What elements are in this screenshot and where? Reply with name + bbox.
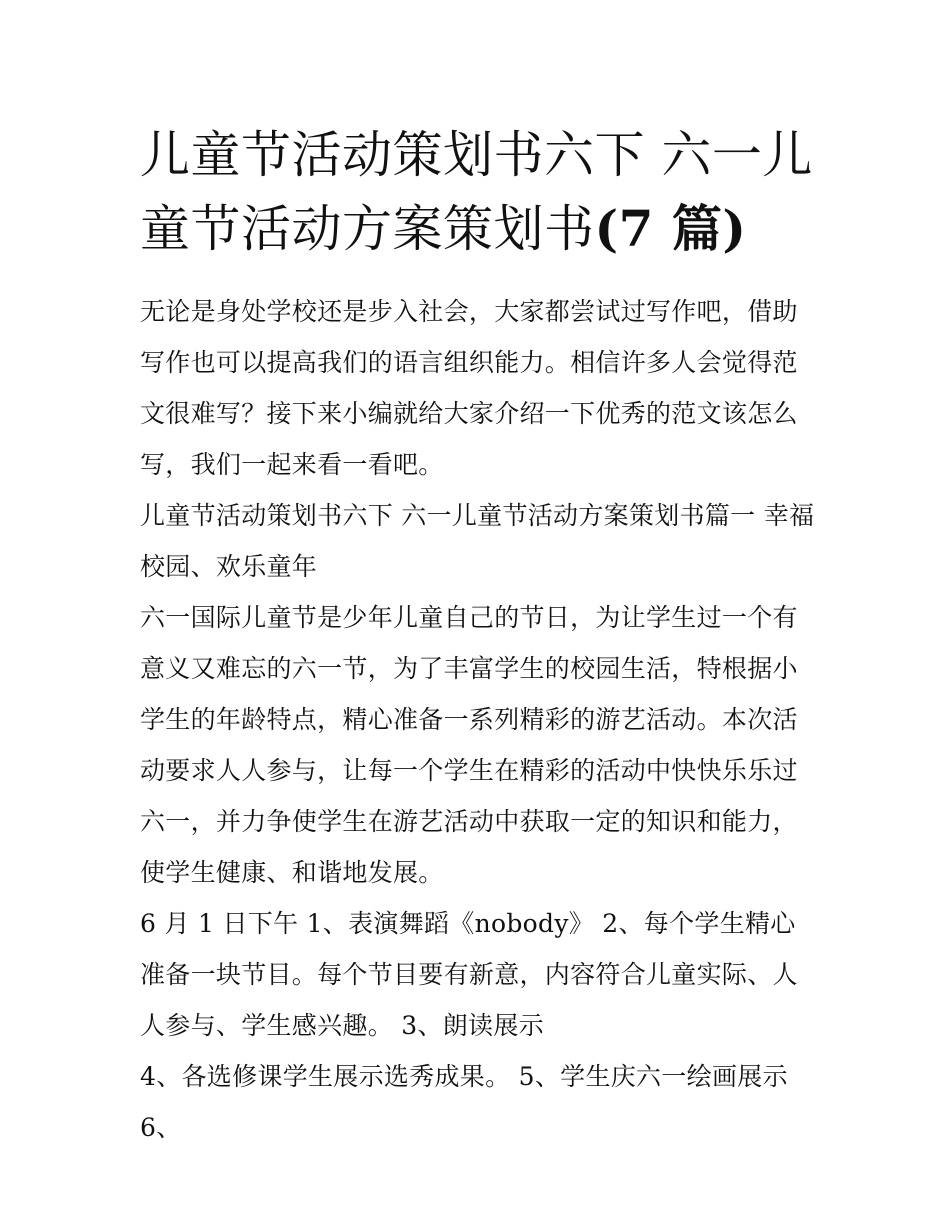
section-heading: 儿童节活动策划书六下 六一儿童节活动方案策划书篇一 幸福校园、欢乐童年 bbox=[140, 501, 815, 581]
body-paragraph: 6 月 1 日下午 1、表演舞蹈《nobody》 2、每个学生精心准备一块节目。每个节目要有新意，内容符合儿童实际、人人参与、学生感兴趣。 3、朗读展示 bbox=[140, 909, 798, 1040]
intro-paragraph: 无论是身处学校还是步入社会，大家都尝试过写作吧，借助写作也可以提高我们的语言组织能力。相信许多人会觉得范文很难写？接下来小编就给大家介绍一下优秀的范文该怎么写，我们一起来看一看吧。 bbox=[140, 297, 798, 479]
body-paragraph: 六一国际儿童节是少年儿童自己的节日，为让学生过一个有意义又难忘的六一节，为了丰富学生的校园生活，特根据小学生的年龄特点，精心准备一系列精彩的游艺活动。本次活动要求人人参与，让每一个学生在精彩的活动中快快乐乐过六一，并力争使学生在游艺活动中获取一定的知识和能力，使学生健康、和谐地发展。 bbox=[140, 603, 798, 887]
body-paragraph: 4、各选修课学生展示选秀成果。 5、学生庆六一绘画展示 6、 bbox=[140, 1062, 788, 1142]
document-title-suffix: (7 篇) bbox=[594, 199, 747, 258]
document-title bbox=[140, 118, 815, 266]
document-title-main: 儿童节活动策划书六下 六一儿童节活动方案策划书 bbox=[140, 126, 813, 258]
document-body bbox=[140, 118, 815, 1153]
title-spacer bbox=[140, 266, 815, 286]
